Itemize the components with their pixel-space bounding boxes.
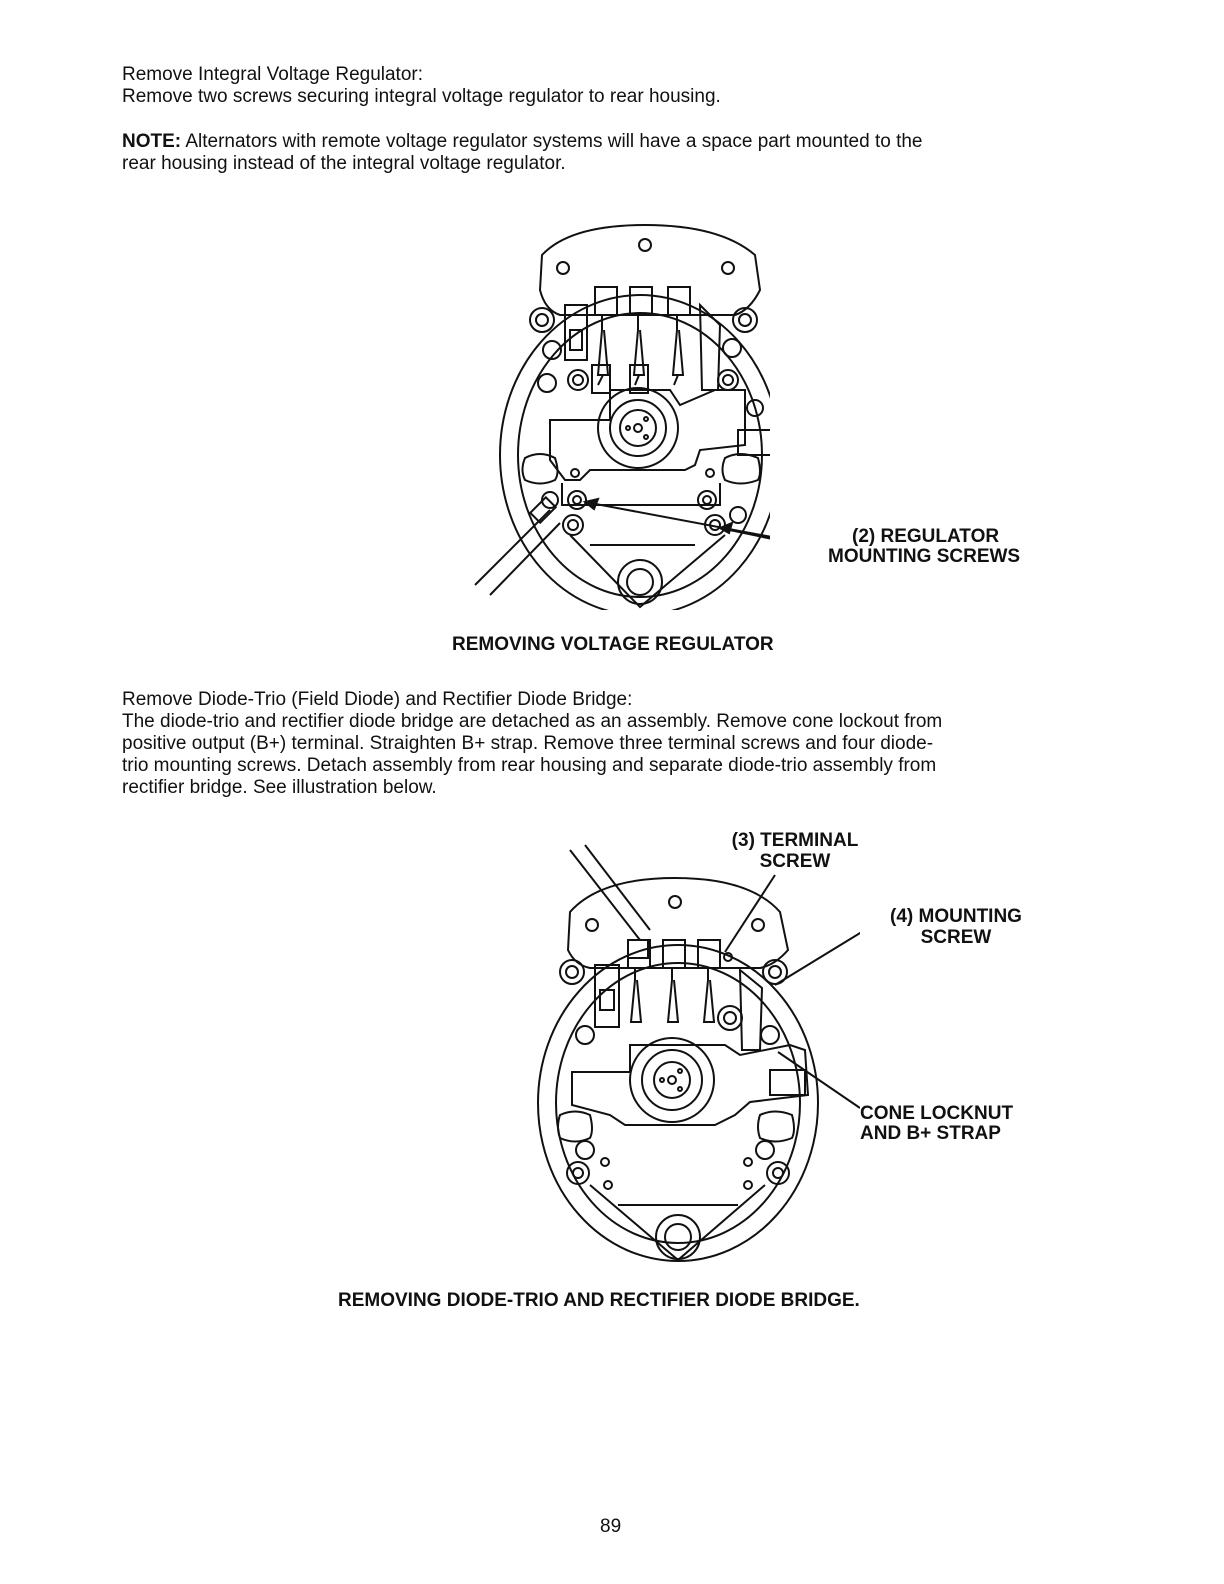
figure2-cone-line2: AND B+ STRAP [860,1123,1001,1144]
figure1-label-line1: (2) REGULATOR [852,526,1000,547]
figure2-terminal-line2: SCREW [759,851,831,872]
section2-line-3: trio mounting screws. Detach assembly from rear housing and separate diode-trio assembly from [122,755,937,776]
figure2-caption: REMOVING DIODE-TRIO AND RECTIFIER DIODE BRIDGE. [338,1290,860,1311]
figure2-cone-line1: CONE LOCKNUT [860,1103,1014,1124]
figure2-alternator-diagram [530,840,860,1265]
section2-heading: Remove Diode-Trio (Field Diode) and Rectifier Diode Bridge: [122,689,633,710]
figure1-caption: REMOVING VOLTAGE REGULATOR [452,634,774,655]
figure1-alternator-diagram [470,215,770,610]
page-number: 89 [600,1516,622,1537]
section2-line-4: rectifier bridge. See illustration below. [122,777,437,798]
note-text: Alternators with remote voltage regulator systems will have a space part mounted to the [181,131,923,152]
section1-instruction: Remove two screws securing integral voltage regulator to rear housing. [122,86,721,107]
section1-note [122,131,922,153]
figure2-mounting-line2: SCREW [920,927,992,948]
figure2-terminal-line1: (3) TERMINAL [731,830,859,851]
figure2-mounting-line1: (4) MOUNTING [890,906,1022,927]
section2-line-2: positive output (B+) terminal. Straighten B+ strap. Remove three terminal screws and four diode- [122,733,934,754]
section1-heading: Remove Integral Voltage Regulator: [122,64,424,85]
section1-note-line2: rear housing instead of the integral voltage regulator. [122,153,566,174]
note-label: NOTE: [122,131,182,152]
figure1-label-line2: MOUNTING SCREWS [828,546,1021,567]
section2-line-1: The diode-trio and rectifier diode bridge are detached as an assembly. Remove cone lockout from [122,711,943,732]
